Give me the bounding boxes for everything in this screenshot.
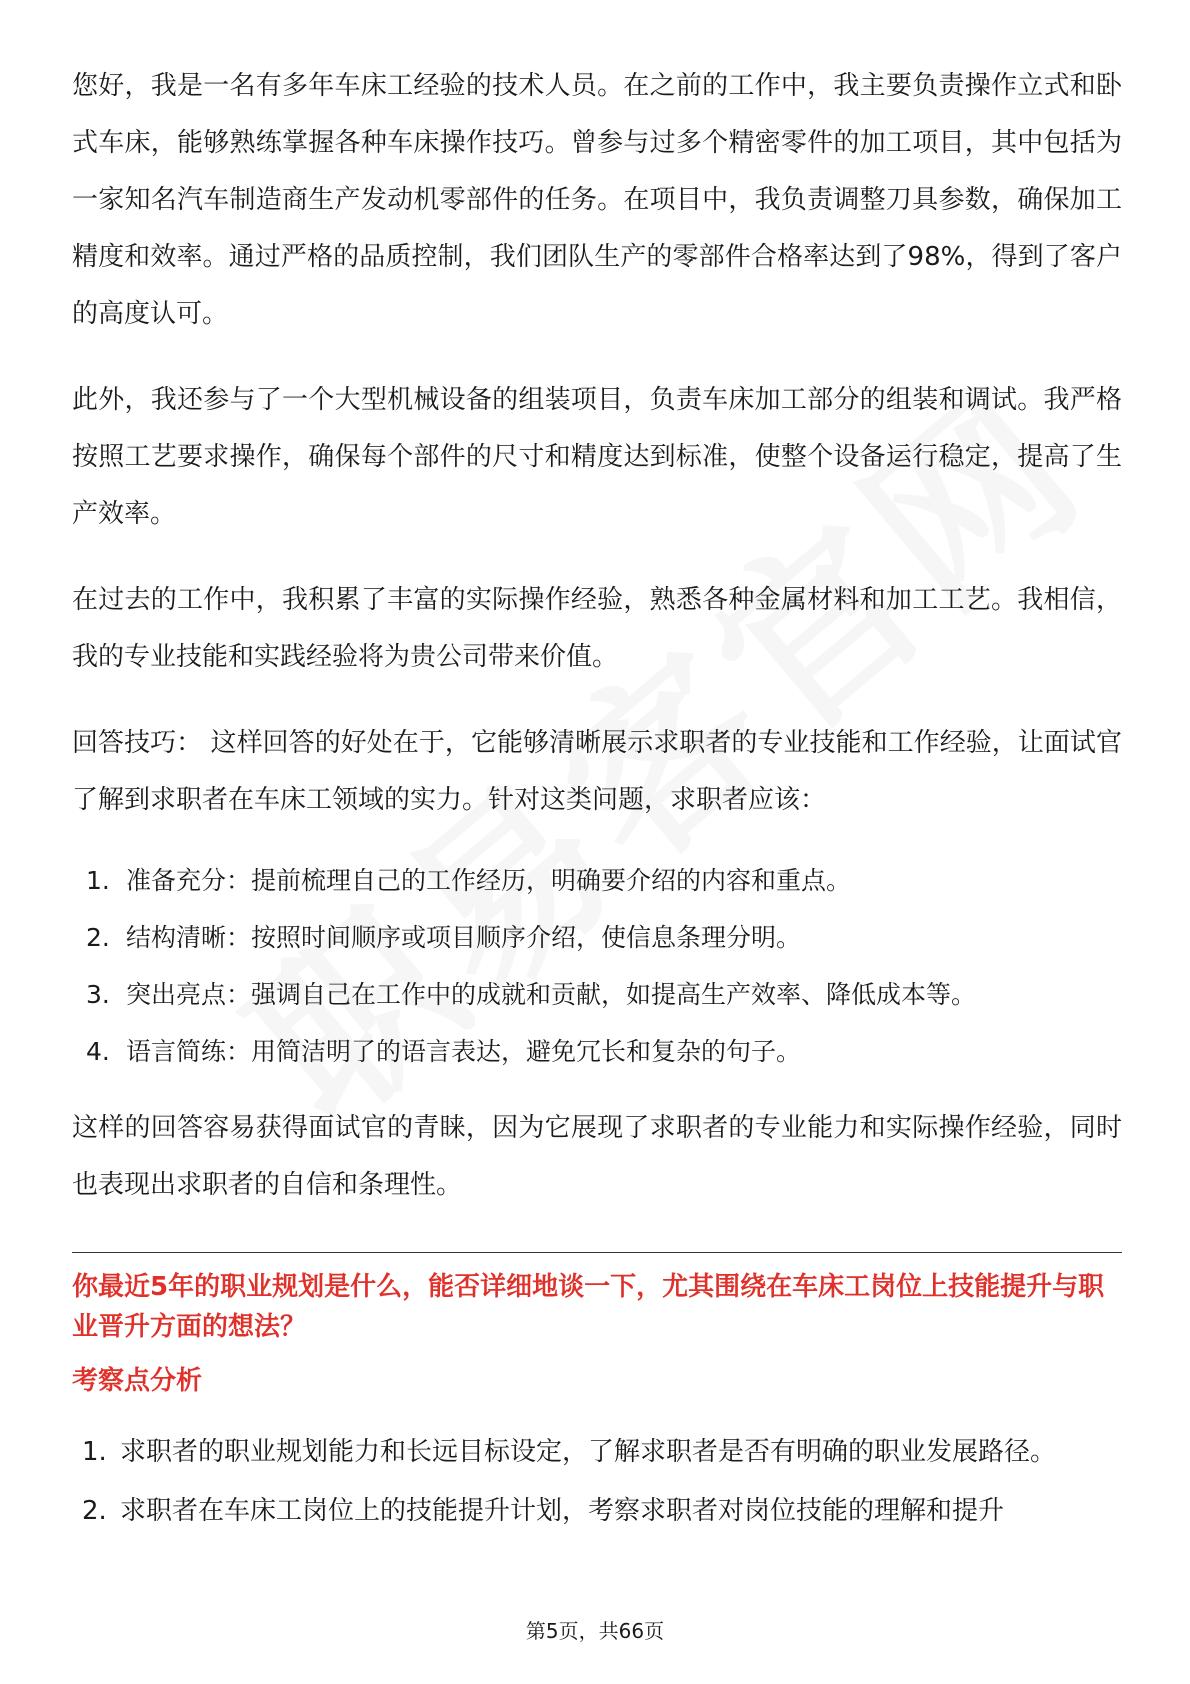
page-number-footer: 第5页，共66页 [0,1616,1190,1646]
list-item-number: 4. [86,1037,110,1066]
list-item-text: 求职者的职业规划能力和长远目标设定，了解求职者是否有明确的职业发展路径。 [120,1437,1057,1467]
list-item-text: 求职者在车床工岗位上的技能提升计划，考察求职者对岗位技能的理解和提升 [120,1496,1005,1526]
list-item-text: 语言简练：用简洁明了的语言表达，避免冗长和复杂的句子。 [126,1037,802,1066]
list-item [72,909,1122,966]
list-item-number: 3. [86,980,110,1009]
list-item [72,1423,1122,1482]
answer-paragraph-3: 在过去的工作中，我积累了丰富的实际操作经验，熟悉各种金属材料和加工工艺。我相信，我的专业技能和实践经验将为贵公司带来价值。 [72,585,1122,672]
list-item-text: 准备充分：提前梳理自己的工作经历，明确要介绍的内容和重点。 [126,866,852,895]
list-item-text: 突出亮点：强调自己在工作中的成就和贡献，如提高生产效率、降低成本等。 [126,980,977,1009]
answer-tip-paragraph [72,715,1122,829]
analysis-title: 考察点分析 [72,1366,203,1396]
page-content [72,58,1122,1541]
answer-tip-label: 回答技巧： [72,728,203,758]
interview-question: 你最近5年的职业规划是什么，能否详细地谈一下，尤其围绕在车床工岗位上技能提升与职业晋升方面的想法？ [72,1272,1105,1342]
list-item [72,852,1122,909]
answer-paragraph-2: 此外，我还参与了一个大型机械设备的组装项目，负责车床加工部分的组装和调试。我严格按照工艺要求操作，确保每个部件的尺寸和精度达到标准，使整个设备运行稳定，提高了生产效率。 [72,385,1122,529]
closing-paragraph: 这样的回答容易获得面试官的青睐，因为它展现了求职者的专业能力和实际操作经验，同时也表现出求职者的自信和条理性。 [72,1113,1122,1200]
list-item-number: 1. [86,866,110,895]
list-item-number: 2. [82,1496,107,1526]
section-divider [72,1252,1122,1253]
list-item-number: 1. [82,1437,107,1467]
tips-list [72,852,1122,1080]
list-item [72,1023,1122,1080]
list-item [72,966,1122,1023]
list-item-number: 2. [86,923,110,952]
list-item-text: 结构清晰：按照时间顺序或项目顺序介绍，使信息条理分明。 [126,923,802,952]
list-item [72,1482,1122,1541]
answer-tip-text: 这样回答的好处在于，它能够清晰展示求职者的专业技能和工作经验，让面试官了解到求职者在车床工领域的实力。针对这类问题，求职者应该： [72,728,1122,815]
answer-paragraph-1: 您好，我是一名有多年车床工经验的技术人员。在之前的工作中，我主要负责操作立式和卧式车床，能够熟练掌握各种车床操作技巧。曾参与过多个精密零件的加工项目，其中包括为一家知名汽车制造商生产发动机零部件的任务。在项目中，我负责调整刀具参数，确保加工精度和效率。通过严格的品质控制，我们团队生产的零部件合格率达到了98%，得到了客户的高度认可。 [72,71,1122,329]
analysis-list [72,1423,1122,1541]
